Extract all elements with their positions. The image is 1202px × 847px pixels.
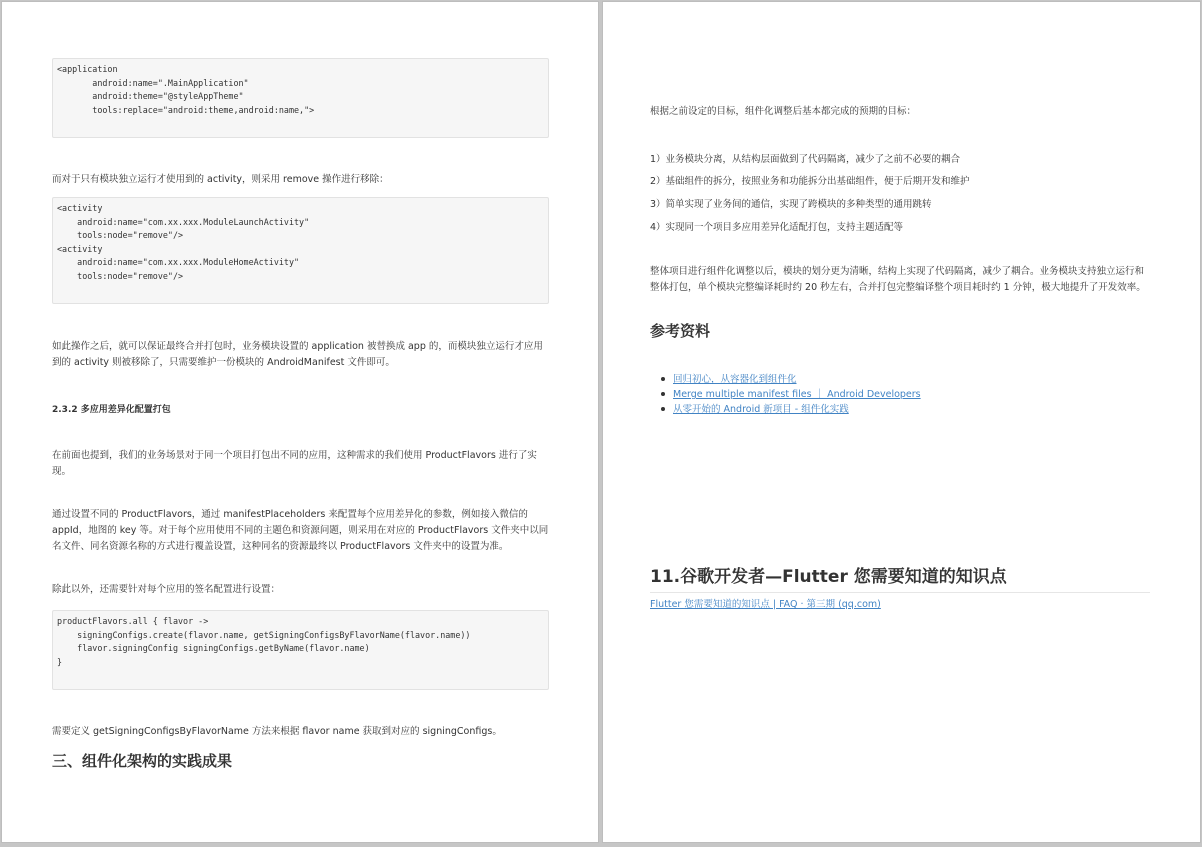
goal-item: 3）简单实现了业务间的通信，实现了跨模块的多种类型的通用跳转 <box>650 199 932 210</box>
reference-link-merge-manifest[interactable]: Merge multiple manifest files ｜ Android Developers <box>673 389 921 400</box>
code-line: tools:replace="android:theme,android:name,"> <box>57 104 315 115</box>
code-line: android:name="com.xx.xxx.ModuleHomeActivity" <box>57 257 300 267</box>
heading-section-11: 11.谷歌开发者—Flutter 您需要知道的知识点 <box>650 562 1150 593</box>
code-line: <application <box>57 64 118 74</box>
reference-link-container-to-component[interactable]: 回归初心，从容器化到组件化 <box>673 374 797 385</box>
heading-section-3: 三、组件化架构的实践成果 <box>52 752 233 770</box>
goal-item: 1）业务模块分离，从结构层面做到了代码隔离，减少了之前不必要的耦合 <box>650 154 961 165</box>
code-line: tools:node="remove"/> <box>57 230 184 240</box>
paragraph-get-signing-configs: 需要定义 getSigningConfigsByFlavorName 方法来根据 flavor name 获取到对应的 signingConfigs。 <box>52 726 502 737</box>
goal-item: 4）实现同一个项目多应用差异化适配打包，支持主题适配等 <box>650 222 904 233</box>
paragraph-remove-activity: 而对于只有模块独立运行才使用到的 activity，则采用 remove 操作进行移除： <box>52 174 389 185</box>
code-line: <activity <box>57 243 103 254</box>
paragraph-manifest-placeholders: 通过设置不同的 ProductFlavors，通过 manifestPlaceholders 来配置每个应用差异化的参数，例如接入微信的 appId，地图的 key 等。对于每个应用使用不同的主题色和资源问题，则采用在对应的 ProductFlavors 文件夹中以同名文件、同名资源名称的方式进行覆盖设置，这种同名的资源最终以 ProductFlavors 文件夹中的设置为准。 <box>52 509 549 552</box>
code-block-remove-activities <box>52 197 549 304</box>
reference-link-android-component-practice[interactable]: 从零开始的 Android 新项目 - 组件化实践 <box>673 404 849 415</box>
reference-item <box>673 387 921 402</box>
heading-references: 参考资料 <box>650 322 711 340</box>
references-list <box>673 372 921 417</box>
reference-item <box>673 402 921 417</box>
paragraph-goals-intro: 根据之前设定的目标，组件化调整后基本都完成的预期的目标： <box>650 106 917 117</box>
code-block-signing-configs <box>52 610 549 690</box>
code-line: } <box>57 656 63 667</box>
code-line: android:name="com.xx.xxx.ModuleLaunchActivity" <box>57 216 310 227</box>
paragraph-product-flavors-intro: 在前面也提到，我们的业务场景对于同一个项目打包出不同的应用，这种需求的我们使用 ProductFlavors 进行了实现。 <box>52 450 537 477</box>
bullet-icon <box>661 407 665 411</box>
goal-item: 2）基础组件的拆分，按照业务和功能拆分出基础组件，便于后期开发和维护 <box>650 176 970 187</box>
bullet-icon <box>661 377 665 381</box>
code-line: android:theme="@styleAppTheme" <box>57 91 244 101</box>
link-flutter-faq[interactable]: Flutter 您需要知道的知识点 | FAQ · 第三期 (qq.com) <box>650 599 881 610</box>
code-line: productFlavors.all { flavor -> <box>57 616 209 626</box>
bullet-icon <box>661 392 665 396</box>
heading-2-3-2: 2.3.2 多应用差异化配置打包 <box>52 405 171 415</box>
reference-item <box>673 372 921 387</box>
document-page-right <box>603 2 1200 842</box>
code-line: signingConfigs.create(flavor.name, getSigningConfigsByFlavorName(flavor.name)) <box>57 629 471 640</box>
code-block-application-manifest <box>52 58 549 138</box>
paragraph-summary: 整体项目进行组件化调整以后，模块的划分更为清晰，结构上实现了代码隔离，减少了耦合。业务模块支持独立运行和整体打包，单个模块完整编译耗时约 20 秒左右，合并打包完整编译整个项目耗时约 1 分钟，极大地提升了开发效率。 <box>650 266 1146 293</box>
paragraph-merge-result: 如此操作之后，就可以保证最终合并打包时，业务模块设置的 application 被替换成 app 的，而模块独立运行才应用到的 activity 则被移除了，只需要维护一份模块的 AndroidManifest 文件即可。 <box>52 341 543 368</box>
document-page-left <box>2 2 598 842</box>
code-line: tools:node="remove"/> <box>57 270 184 281</box>
code-line: flavor.signingConfig signingConfigs.getByName(flavor.name) <box>57 643 370 653</box>
code-line: android:name=".MainApplication" <box>57 77 249 88</box>
paragraph-signing-config: 除此以外，还需要针对每个应用的签名配置进行设置： <box>52 584 281 595</box>
code-line: <activity <box>57 203 103 213</box>
